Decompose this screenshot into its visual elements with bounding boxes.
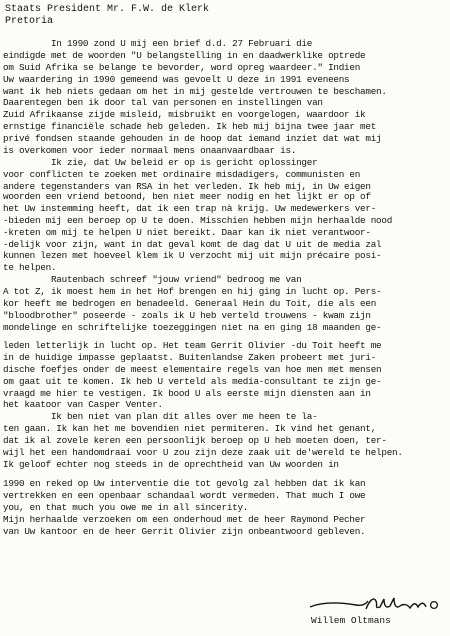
text-line: -kreten om mij te helpen U niet bereikt. Daar kan ik niet verantwoor- bbox=[3, 226, 371, 238]
text-line: In 1990 zond U mij een brief d.d. 27 Februari die bbox=[3, 38, 313, 49]
addressee-name: Staats President Mr. F.W. de Klerk bbox=[5, 4, 210, 15]
text-line: you, en that much you owe me in all sincerity. bbox=[3, 501, 249, 513]
text-line: Uw waardering in 1990 gemeend was gevoelt U deze in 1991 eveneens bbox=[3, 73, 350, 85]
text-line: dische foefjes onder de meest elementaire regels van hoe men met mensen bbox=[3, 363, 382, 375]
text-line: woorden een vriend betoond, ben niet meer nodig en het lijkt er op of bbox=[3, 191, 371, 202]
text-line: kunnen lezen met hoeveel klem ik U verzocht mij uit mijn précaire posi- bbox=[3, 250, 382, 262]
text-line: want ik heb niets gedaan om het in mij gestelde vertrouwen te beschamen. bbox=[3, 85, 387, 97]
text-line: A tot Z, ik moest hem in het Hof brengen en hij ging in lucht op. Pers- bbox=[3, 286, 382, 298]
handwritten-signature bbox=[308, 593, 440, 615]
text-line: eindigde met de woorden "U belangstelling in en daadwerklike optrede bbox=[3, 49, 366, 61]
text-line: -delijk voor zijn, want in dat geval komt de dag dat U uit de media zal bbox=[3, 238, 382, 250]
text-line: "bloodbrother" poseerde - zoals ik U heb verteld trouwens - kwam zijn bbox=[3, 309, 371, 321]
text-line: Zuid Afrikaanse zijde misleid, misbruikt en voorgelogen, waardoor ik bbox=[3, 109, 366, 121]
paragraph-4 bbox=[3, 478, 445, 537]
text-line: privé fondsen staande gehouden in de hoop dat iemand inziet dat wat mij bbox=[3, 133, 382, 145]
text-line: voor conflicten te zoeken met ordinaire misdadigers, communisten en bbox=[3, 168, 361, 180]
paragraph-2 bbox=[3, 191, 445, 334]
text-line: Mijn herhaalde verzoeken om een onderhoud met de heer Raymond Pecher bbox=[3, 513, 366, 525]
text-line: om Suid Afrika se belange te bevorder, word opreg waardeer." Indien bbox=[3, 61, 361, 73]
text-line: -bieden mij een beroep op U te doen. Misschien hebben mijn herhaalde nood bbox=[3, 214, 393, 226]
text-line: van Uw kantoor en de heer Gerrit Olivier zijn onbeantwoord gebleven. bbox=[3, 525, 366, 537]
text-line: het Uw instemming heeft, dat ik een trap nà krijg. Uw medewerkers ver- bbox=[3, 202, 377, 214]
paragraph-3 bbox=[3, 340, 445, 471]
text-line: Rautenbach schreef "jouw vriend" bedroog me van bbox=[3, 274, 302, 286]
text-line: leden letterlijk in lucht op. Het team Gerrit Olivier -du Toit heeft me bbox=[3, 340, 382, 351]
text-line: andere tegenstanders van RSA in het verleden. Ik heb mij, in Uw eigen bbox=[3, 180, 371, 192]
text-line: vraagd me hier te vestigen. Ik bood U als eerste mijn diensten aan in bbox=[3, 387, 371, 399]
text-line: Daarentegen ben ik door tal van personen en instellingen van bbox=[3, 97, 323, 109]
text-line: te helpen. bbox=[3, 262, 57, 274]
addressee-block bbox=[5, 4, 209, 27]
text-line: mondelinge en schriftelijke toezeggingen niet na en ging 18 maanden ge- bbox=[3, 321, 382, 333]
text-line: kor heeft me bedrogen en benadeeld. Generaal Hein du Toit, die als een bbox=[3, 298, 377, 310]
text-line: ten gaan. Ik kan het me bovendien niet permiteren. Ik vind het genant, bbox=[3, 423, 377, 435]
text-line: dat ik al zovele keren een persoonlijk beroep op U heb moeten doen, ter- bbox=[3, 435, 387, 447]
text-line: is overkomen voor ieder normaal mens onaanvaardbaar is. bbox=[3, 145, 297, 157]
signer-name: Willem Oltmans bbox=[311, 615, 391, 626]
text-line: wijl het een handomdraai voor U zou zijn deze zaak uit de'wereld te helpen. bbox=[3, 447, 403, 459]
text-line: ernstige financiële schade heb geleden. Ik heb mij bijna twee jaar met bbox=[3, 121, 377, 133]
text-line: 1990 en reked op Uw interventie die tot gevolg zal hebben dat ik kan bbox=[3, 478, 366, 489]
text-line: vertrekken en een openbaar schandaal wordt vermeden. That much I owe bbox=[3, 489, 366, 501]
addressee-city: Pretoria bbox=[5, 15, 54, 27]
text-line: in de huidige impasse geplaatst. Buitenlandse Zaken probeert met juri- bbox=[3, 351, 377, 363]
text-line: om gaat uit te komen. Ik heb U verteld als media-consultant te zijn ge- bbox=[3, 375, 382, 387]
text-line: Ik geloof echter nog steeds in de oprechtheid van Uw woorden in bbox=[3, 458, 339, 470]
text-line: het kaatoor van Casper Venter. bbox=[3, 399, 163, 411]
text-line: Ik zie, dat Uw beleid er op is gericht oplossinger bbox=[3, 156, 318, 168]
paragraph-1 bbox=[3, 38, 445, 193]
text-line: Ik ben niet van plan dit alles over me heen te la- bbox=[3, 411, 318, 423]
